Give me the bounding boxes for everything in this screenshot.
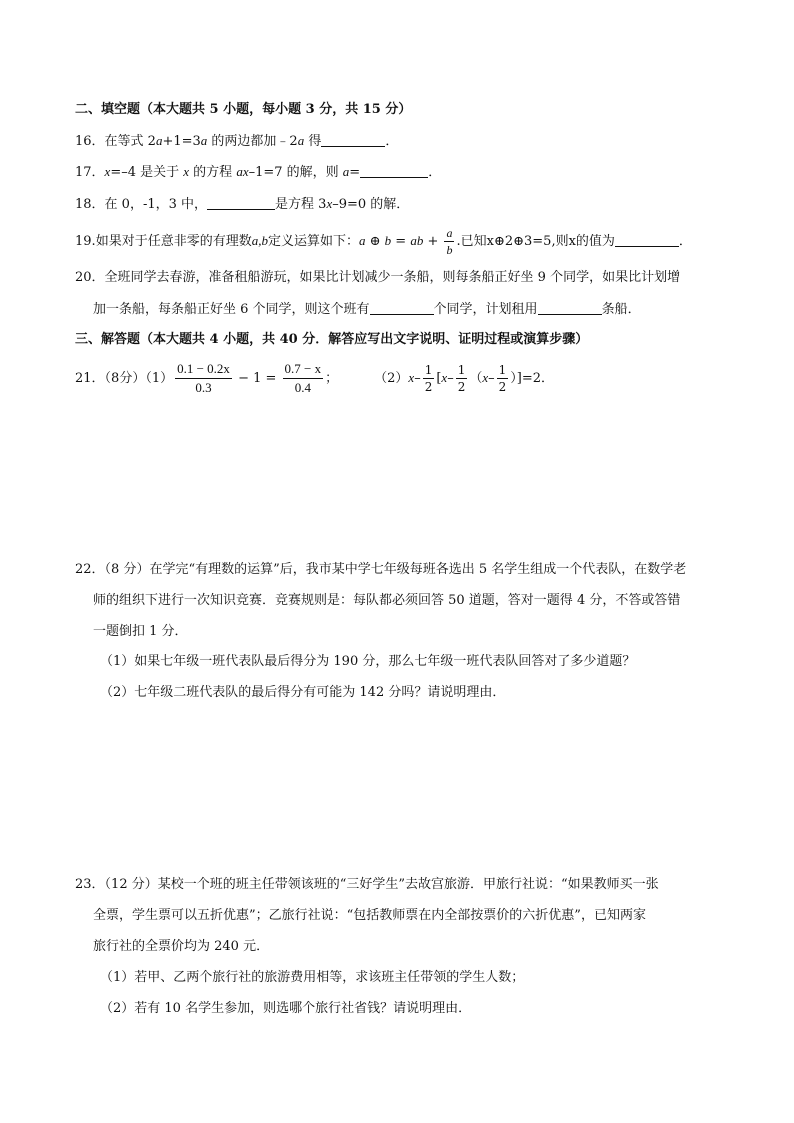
q19-text: 如果对于任意非零的有理数: [95, 234, 252, 249]
question-17: [75, 163, 441, 182]
q16-var-a2: a: [200, 133, 208, 148]
q21-minus1: − 1 =: [233, 371, 281, 386]
question-23-line1: [75, 876, 659, 894]
q19-text2: 定义运算如下：: [267, 234, 359, 249]
q19-ab2: ab: [410, 233, 424, 248]
q18-answer-blank: [207, 195, 275, 210]
q21-f1-numerator: 0.1 − 0.2x: [175, 361, 232, 379]
q23-number: 23．: [75, 877, 105, 892]
q21-var-x2: x: [441, 370, 448, 385]
q21-paren-close: ）: [510, 371, 517, 386]
section-3-heading: 三、解答题（本大题共 4 小题，共 40 分．解答应写出文字说明、证明过程或演算步骤）: [75, 332, 589, 347]
q21-number: 21．（8分）（1）: [75, 371, 174, 386]
q23-subquestion-1: （1）若甲、乙两个旅行社的旅游费用相等，求该班主任带领的学生人数；: [100, 970, 525, 985]
q21-fraction-2: [283, 361, 324, 396]
q21-h3-denominator: 2: [498, 380, 507, 394]
q17-eq2: –1=7 的解，则: [248, 165, 343, 180]
q19-fraction-numerator: a: [446, 226, 453, 240]
section-2-heading: 二、填空题（本大题共 5 小题，每小题 3 分，共 15 分）: [75, 102, 412, 117]
q21-tail: ]=2．: [516, 371, 555, 386]
q21-minus2: –: [447, 371, 454, 386]
question-21: [75, 360, 554, 397]
q16-text-mid2: 的两边都加﹣2: [207, 134, 298, 149]
q16-answer-blank: [321, 132, 385, 147]
q17-answer-blank: [360, 163, 428, 178]
q16-end: ．: [385, 134, 399, 149]
q21-f2-denominator: 0.4: [294, 380, 311, 395]
q21-fraction-1: [175, 361, 232, 396]
question-20-line1: [75, 269, 680, 287]
q23-line2: 全票，学生票可以五折优惠”；乙旅行社说：“包括教师票在内全部按票价的六折优惠”，已知两家: [93, 908, 646, 923]
q21-f1-denominator: 0.3: [195, 380, 212, 395]
q19-answer-blank: [615, 232, 679, 247]
q22-line3: 一题倒扣 1 分．: [93, 624, 188, 639]
q16-text-after: 得: [304, 134, 322, 149]
q23-line3: 旅行社的全票价均为 240 元．: [93, 939, 270, 954]
q17-mid: 的方程: [189, 165, 237, 180]
q21-sep: ；: [325, 371, 339, 386]
q19-plus: +: [423, 234, 443, 249]
q21-var-x3: x: [482, 370, 489, 385]
q20-line2b: 个同学，计划租用: [433, 302, 538, 317]
q20-students-blank: [370, 300, 434, 315]
q22-subquestion-1: （1）如果七年级一班代表队最后得分为 190 分，那么七年级一班代表队回答对了多少道题？: [100, 654, 636, 669]
q16-var-a3: a: [297, 133, 305, 148]
q19-end: ．: [678, 234, 692, 249]
q16-text-before: 在等式 2: [104, 134, 156, 149]
question-18: [75, 195, 409, 214]
q18-tail: –9=0 的解．: [332, 197, 410, 212]
q19-op: ⊕: [365, 234, 385, 249]
q21-part2: （2）: [374, 371, 409, 386]
q19-tail: .已知x⊕2⊕3=5,则x的值为: [456, 234, 615, 249]
q17-number: 17．: [75, 165, 105, 180]
q19-op-a: a: [358, 233, 366, 248]
q21-bracket-open: [: [436, 371, 442, 386]
q22-line1: （8 分）在学完“有理数的运算”后，我市某中学七年级每班各选出 5 名学生组成一个代表队，在数学老: [104, 562, 687, 577]
q18-after: 是方程 3: [275, 197, 327, 212]
question-20-line2: [93, 300, 641, 319]
question-22-line1: [75, 561, 686, 579]
q22-line2: 师的组织下进行一次知识竞赛．竞赛规则是：每队都必须回答 50 道题，答对一题得 4 分，不答或答错: [93, 593, 681, 608]
q20-line2c: 条船．: [601, 302, 641, 317]
q19-var-ab: a,b: [251, 233, 268, 248]
q19-op-b: b: [384, 233, 392, 248]
q21-half-1: [423, 363, 435, 394]
q21-h3-numerator: 1: [498, 363, 507, 377]
q21-h1-numerator: 1: [424, 363, 433, 377]
q19-number: 19.: [75, 234, 96, 249]
q21-h1-denominator: 2: [424, 380, 433, 394]
q19-fraction-denominator: b: [446, 243, 453, 257]
q21-h2-numerator: 1: [457, 363, 466, 377]
q21-f2-numerator: 0.7 − x: [283, 361, 324, 379]
q17-end: ．: [428, 165, 442, 180]
q21-paren-open: （: [469, 371, 483, 386]
q19-eq: =: [391, 234, 411, 249]
q17-var-x2: x: [183, 164, 190, 179]
question-19: [75, 226, 692, 257]
q16-var-a1: a: [155, 133, 163, 148]
q20-boats-blank: [538, 300, 602, 315]
q17-var-x: x: [104, 164, 111, 179]
q21-var-x: x: [408, 370, 415, 385]
q20-line2a: 加一条船，每条船正好坐 6 个同学，则这个班有: [93, 302, 370, 317]
q17-eq3: =: [349, 165, 361, 180]
q16-number: 16．: [75, 134, 105, 149]
q16-text-mid: +1=3: [162, 134, 201, 149]
q18-text: 在 0，-1，3 中，: [104, 197, 208, 212]
q21-half-3: [497, 363, 509, 394]
q21-minus: –: [414, 371, 421, 386]
q20-number: 20．: [75, 270, 105, 285]
q17-var-ax: ax: [236, 164, 249, 179]
q21-h2-denominator: 2: [457, 380, 466, 394]
q19-fraction: [444, 226, 454, 257]
q21-half-2: [456, 363, 468, 394]
q18-var-x: x: [326, 196, 333, 211]
q23-subquestion-2: （2）若有 10 名学生参加，则选哪个旅行社省钱？请说明理由．: [100, 1001, 472, 1016]
q17-eq: =–4 是关于: [110, 165, 184, 180]
q23-line1: （12 分）某校一个班的班主任带领该班的“三好学生”去故宫旅游．甲旅行社说：“如果教师买一张: [104, 877, 659, 892]
q18-number: 18．: [75, 197, 105, 212]
q22-number: 22．: [75, 562, 105, 577]
q20-line1: 全班同学去春游，准备租船游玩，如果比计划减少一条船，则每条船正好坐 9 个同学，如果比计划增: [104, 270, 681, 285]
question-16: [75, 132, 398, 151]
q21-minus3: –: [488, 371, 495, 386]
q22-subquestion-2: （2）七年级二班代表队的最后得分有可能为 142 分吗？请说明理由．: [100, 685, 506, 700]
q17-var-a: a: [342, 164, 350, 179]
